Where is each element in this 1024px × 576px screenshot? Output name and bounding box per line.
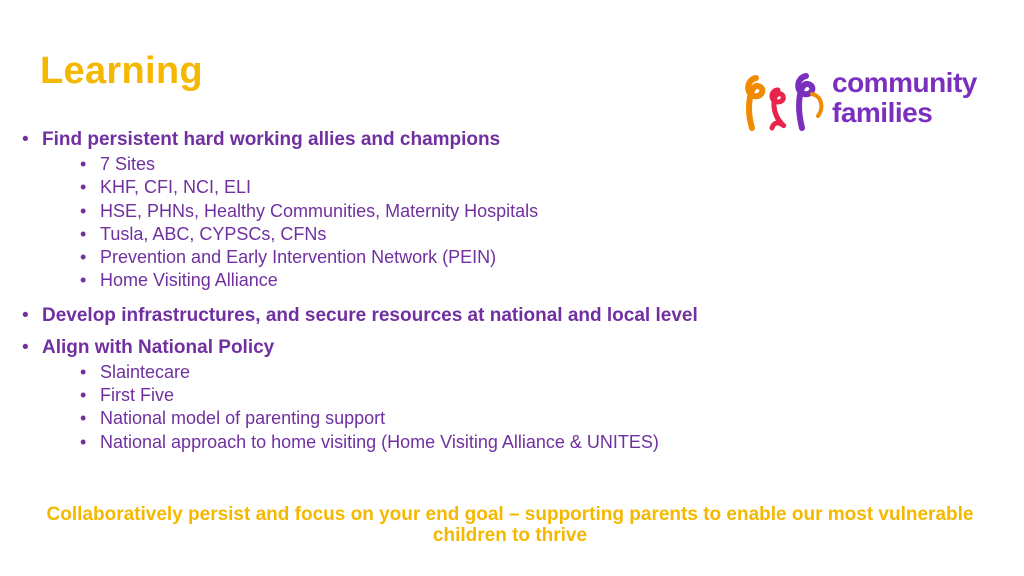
bullet-item: • National model of parenting support [80,407,982,430]
slide-title: Learning [40,50,203,92]
bullet-heading-infrastructure: • Develop infrastructures, and secure resources at national and local level [22,303,982,329]
bullet-item: • Home Visiting Alliance [80,269,982,292]
bullet-item: • Slaintecare [80,361,982,384]
community-families-logo [742,64,982,136]
footer-message: Collaboratively persist and focus on your end goal – supporting parents to enable our most vulnerable children to thrive [46,504,974,546]
bullet-item: • National approach to home visiting (Home Visiting Alliance & UNITES) [80,431,982,454]
bullet-item: • HSE, PHNs, Healthy Communities, Maternity Hospitals [80,200,982,223]
bullet-item: • KHF, CFI, NCI, ELI [80,176,982,199]
bullet-list [22,127,982,454]
bullet-item: • Prevention and Early Intervention Network (PEIN) [80,246,982,269]
logo-text-families: families [832,97,933,128]
logo-text-community: community [832,67,977,98]
bullet-item: • Tusla, ABC, CYPSCs, CFNs [80,223,982,246]
bullet-heading-policy: • Align with National Policy [22,335,982,361]
family-figures-icon [742,68,828,134]
bullet-item: • 7 Sites [80,153,982,176]
bullet-item: • First Five [80,384,982,407]
bullet-heading-allies: • Find persistent hard working allies and champions [22,127,982,153]
